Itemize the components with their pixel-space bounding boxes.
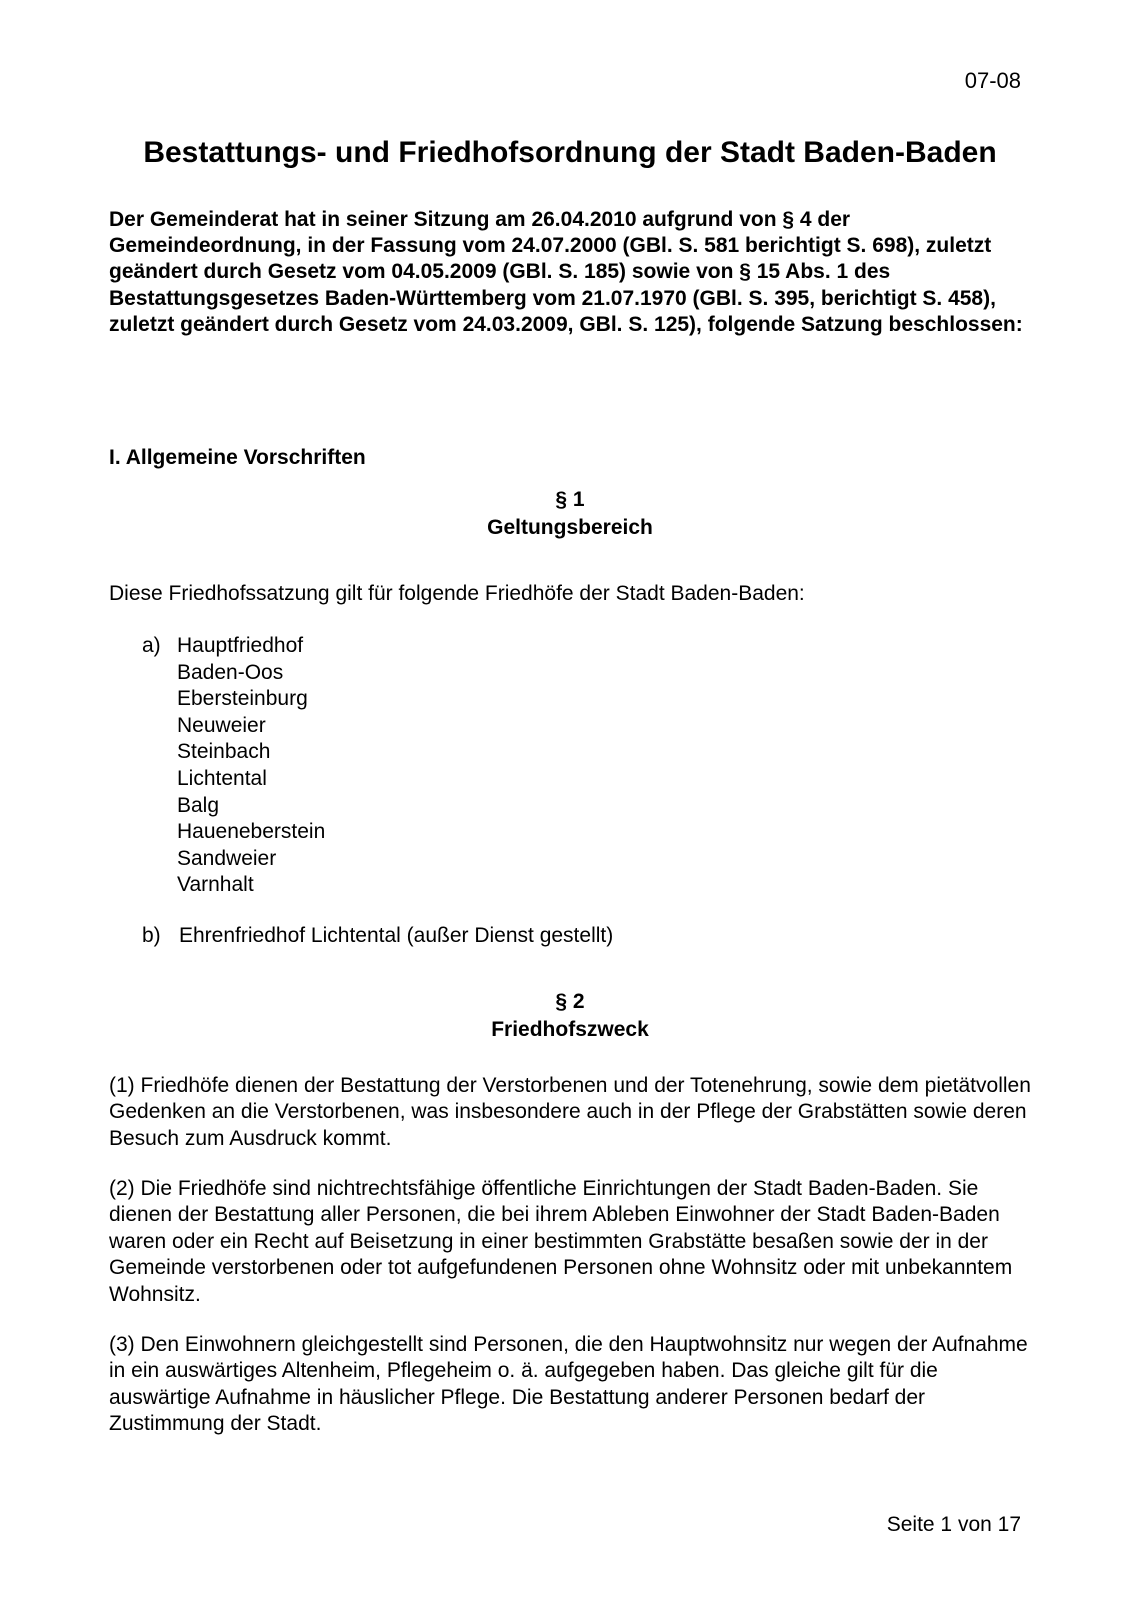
- list-item-text: Hauptfriedhof: [177, 634, 304, 657]
- paragraph-2-heading: [0, 988, 1140, 1044]
- preamble: Der Gemeinderat hat in seiner Sitzung am 26.04.2010 aufgrund von § 4 der Gemeindeordnung, in der Fassung vom 24.07.2000 (GBl. S. 581 berichtigt S. 698), zuletzt geändert durch Gesetz vom 04.05.2009 (GBl. S. 185) sowie von § 15 Abs. 1 des Bestattungsgesetzes Baden-Württemberg vom 21.07.1970 (GBl. S. 395, berichtigt S. 458), zuletzt geändert durch Gesetz vom 24.03.2009, GBl. S. 125), folgende Satzung beschlossen:: [109, 208, 1023, 336]
- clause-3: (3) Den Einwohnern gleichgestellt sind Personen, die den Hauptwohnsitz nur wegen der Aufnahme in ein auswärtiges Altenheim, Pflegeheim o. ä. aufgegeben haben. Das gleiche gilt für die auswärtige Aufnahme in häuslicher Pflege. Die Bestattung anderer Personen bedarf der Zustimmung der Stadt.: [109, 1333, 1028, 1436]
- paragraph-1-heading: [0, 486, 1140, 542]
- list-item: Ebersteinburg: [177, 687, 308, 711]
- list-item: Varnhalt: [177, 873, 254, 897]
- list-marker-b: b): [142, 924, 161, 947]
- paragraph-2-number: § 2: [555, 990, 585, 1013]
- paragraph-1-intro: Diese Friedhofssatzung gilt für folgende Friedhöfe der Stadt Baden-Baden:: [109, 582, 805, 605]
- list-item: Balg: [177, 793, 220, 817]
- cemetery-list-a: [142, 633, 325, 899]
- paragraph-1-number: § 1: [555, 488, 585, 511]
- clause-1: (1) Friedhöfe dienen der Bestattung der Verstorbenen und der Totenehrung, sowie dem pietätvollen Gedenken an die Verstorbenen, was insbesondere auch in der Pflege der Grabstätten sowie deren Besuch zum Ausdruck kommt.: [109, 1074, 1031, 1150]
- list-item: Lichtental: [177, 766, 267, 790]
- list-item: Neuweier: [177, 713, 266, 737]
- list-item-text: Ehrenfriedhof Lichtental (außer Dienst gestellt): [179, 924, 614, 947]
- list-marker-a: a): [142, 634, 161, 657]
- list-item: Baden-Oos: [177, 660, 284, 684]
- list-item: Haueneberstein: [177, 820, 326, 844]
- document-code: 07-08: [964, 68, 1021, 93]
- list-item: Steinbach: [177, 740, 271, 764]
- page-number: Seite 1 von 17: [886, 1513, 1021, 1536]
- paragraph-1-title: Geltungsbereich: [487, 516, 653, 539]
- list-item: [142, 633, 325, 660]
- list-item: Sandweier: [177, 846, 277, 870]
- clause-2: (2) Die Friedhöfe sind nichtrechtsfähige öffentliche Einrichtungen der Stadt Baden-Baden. Sie dienen der Bestattung aller Personen, die bei ihrem Ableben Einwohner der Stadt Baden-Baden waren oder ein Recht auf Beisetzung in einer bestimmten Grabstätte besaßen sowie der in der Gemeinde verstorbenen oder tot aufgefundenen Personen ohne Wohnsitz oder mit unbekanntem Wohnsitz.: [109, 1177, 1013, 1306]
- section-heading: I. Allgemeine Vorschriften: [109, 446, 366, 469]
- page-title: Bestattungs- und Friedhofsordnung der Stadt Baden-Baden: [143, 136, 997, 169]
- cemetery-list-b: [142, 924, 613, 948]
- paragraph-2-title: Friedhofszweck: [491, 1018, 649, 1041]
